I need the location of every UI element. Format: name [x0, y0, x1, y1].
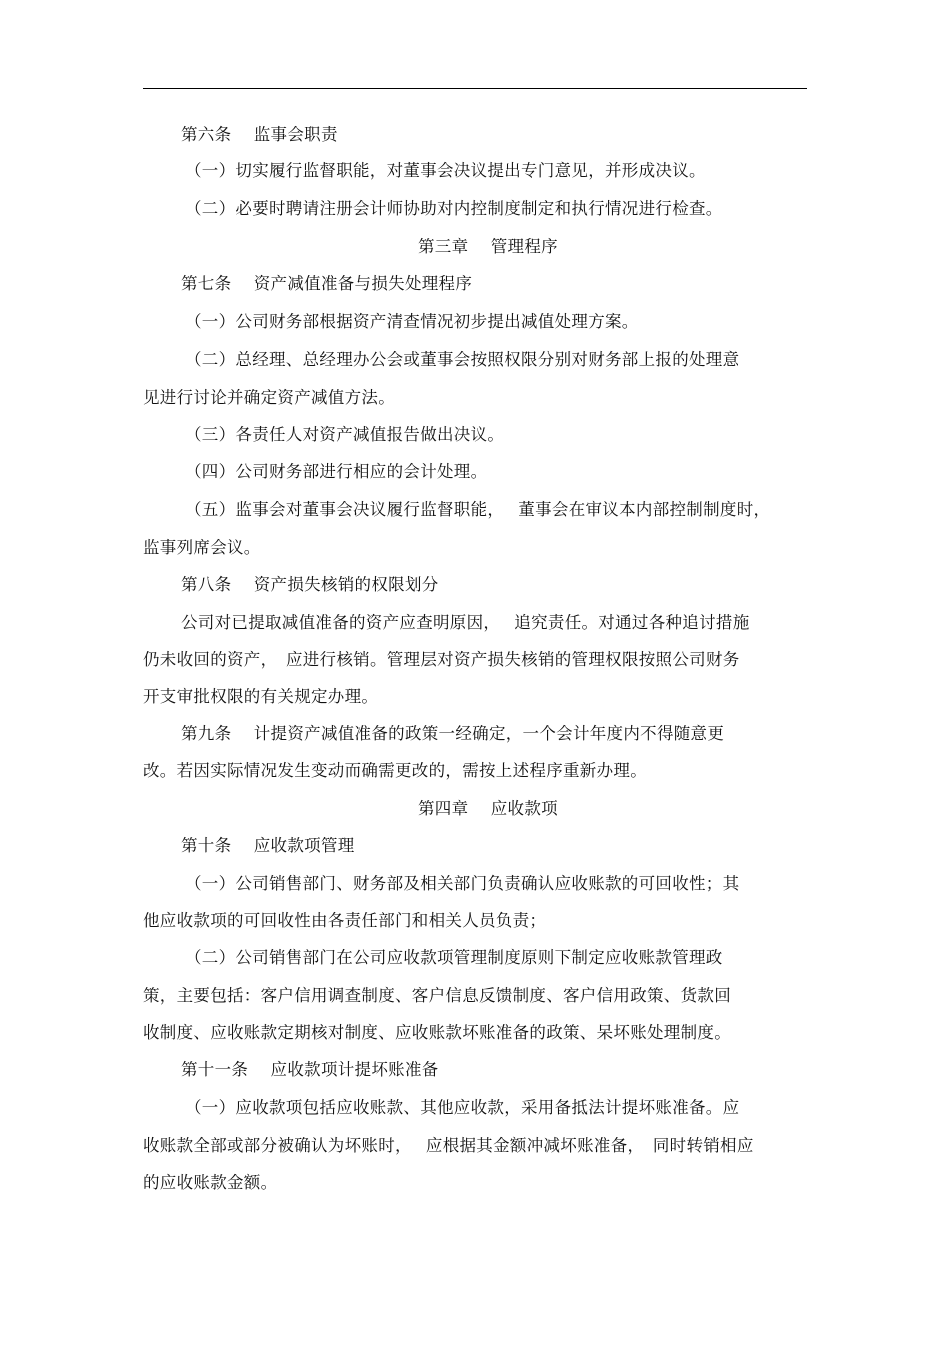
article-10-heading: 第十条 应收款项管理 — [181, 836, 355, 855]
header-rule — [143, 88, 807, 89]
paragraph-line: （二）公司销售部门在公司应收款项管理制度原则下制定应收账款管理政 — [185, 948, 723, 967]
article-8-heading: 第八条 资产损失核销的权限划分 — [181, 575, 439, 594]
paragraph-line: （一）应收款项包括应收账款、其他应收款，采用备抵法计提坏账准备。应 — [185, 1098, 740, 1117]
paragraph-line: （一）公司销售部门、财务部及相关部门负责确认应收账款的可回收性；其 — [185, 874, 740, 893]
article-11-heading: 第十一条 应收款项计提坏账准备 — [181, 1060, 439, 1079]
paragraph-line: （四）公司财务部进行相应的会计处理。 — [185, 462, 488, 481]
paragraph-line: 的应收账款金额。 — [143, 1173, 278, 1192]
paragraph-line: 改。若因实际情况发生变动而确需更改的，需按上述程序重新办理。 — [143, 761, 647, 780]
article-9-heading: 第九条 计提资产减值准备的政策一经确定，一个会计年度内不得随意更 — [181, 724, 725, 743]
chapter-4-heading: 第四章 应收款项 — [418, 799, 558, 818]
paragraph-line: 开支审批权限的有关规定办理。 — [143, 687, 379, 706]
article-7-heading: 第七条 资产减值准备与损失处理程序 — [181, 274, 473, 293]
paragraph-line: 策，主要包括：客户信用调查制度、客户信息反馈制度、客户信用政策、货款回 — [143, 986, 731, 1005]
article-6-heading: 第六条 监事会职责 — [181, 125, 338, 144]
paragraph-line: 见进行讨论并确定资产减值方法。 — [143, 388, 395, 407]
paragraph-line: 收制度、应收账款定期核对制度、应收账款坏账准备的政策、呆坏账处理制度。 — [143, 1023, 731, 1042]
paragraph-line: 公司对已提取减值准备的资产应查明原因， 追究责任。对通过各种追讨措施 — [181, 613, 750, 632]
paragraph-line: 监事列席会议。 — [143, 538, 261, 557]
paragraph-line: （一）切实履行监督职能，对董事会决议提出专门意见，并形成决议。 — [185, 161, 706, 180]
paragraph-line: （三）各责任人对资产减值报告做出决议。 — [185, 425, 505, 444]
paragraph-line: （二）必要时聘请注册会计师协助对内控制度制定和执行情况进行检查。 — [185, 199, 723, 218]
paragraph-line: （五）监事会对董事会决议履行监督职能， 董事会在审议本内部控制制度时， — [185, 500, 771, 519]
paragraph-line: 他应收款项的可回收性由各责任部门和相关人员负责； — [143, 911, 547, 930]
chapter-3-heading: 第三章 管理程序 — [418, 237, 558, 256]
paragraph-line: 收账款全部或部分被确认为坏账时， 应根据其金额冲减坏账准备， 同时转销相应 — [143, 1136, 754, 1155]
paragraph-line: （一）公司财务部根据资产清查情况初步提出减值处理方案。 — [185, 312, 639, 331]
paragraph-line: 仍未收回的资产， 应进行核销。管理层对资产损失核销的管理权限按照公司财务 — [143, 650, 740, 669]
paragraph-line: （二）总经理、总经理办公会或董事会按照权限分别对财务部上报的处理意 — [185, 350, 740, 369]
